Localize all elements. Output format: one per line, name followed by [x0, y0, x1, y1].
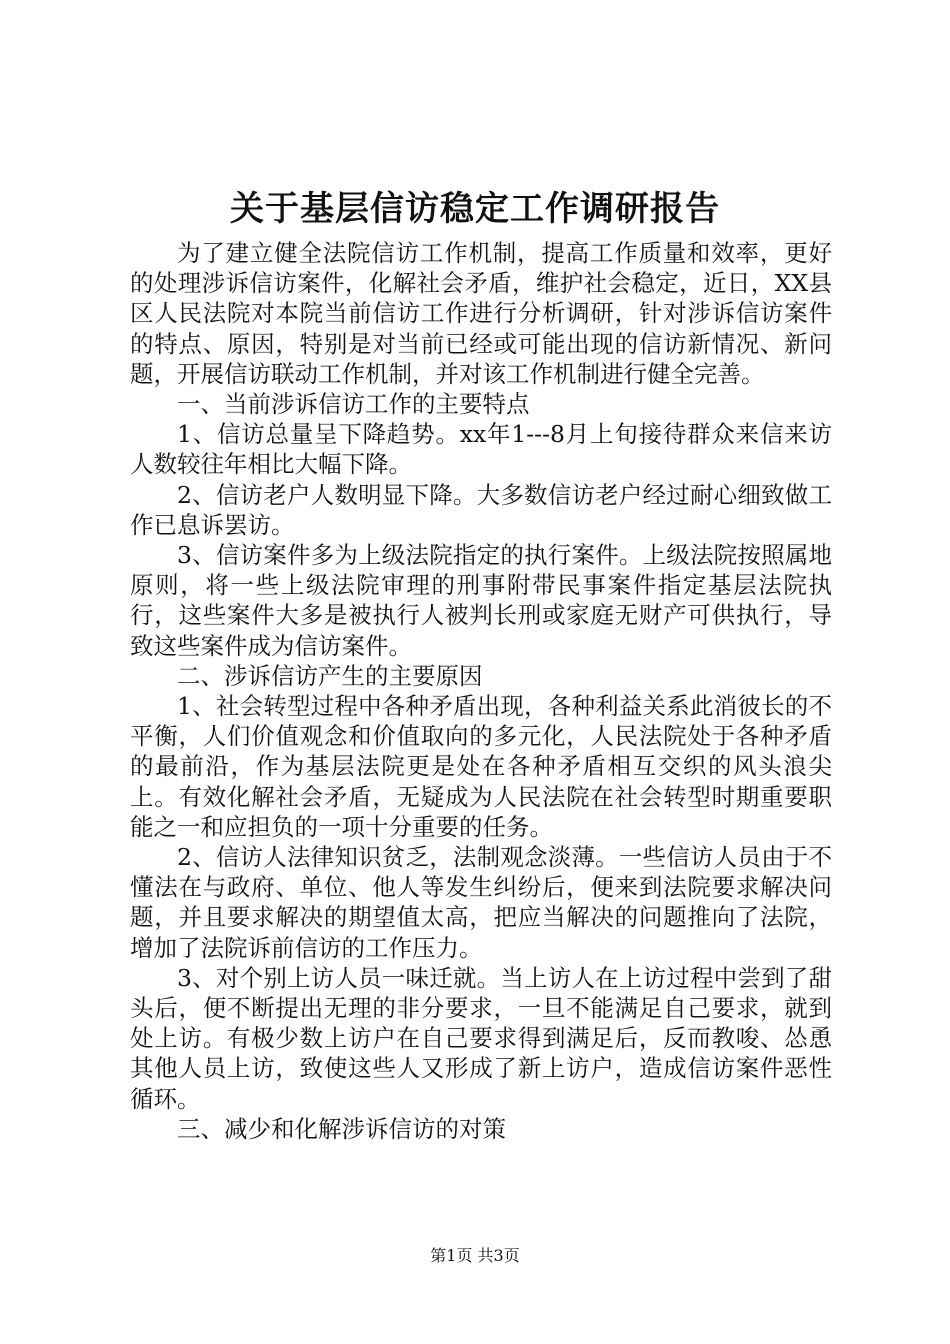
page-number: 第1页 共3页: [430, 1246, 520, 1265]
intro-paragraph: 为了建立健全法院信访工作机制，提高工作质量和效率，更好的处理涉诉信访案件，化解社会矛盾，维护社会稳定，近日，XX县区人民法院对本院当前信访工作进行分析调研，针对涉诉信访案件的特点、原因，特别是对当前已经或可能出现的信访新情况、新问题，开展信访联动工作机制，并对该工作机制进行健全完善。: [130, 239, 832, 388]
paragraph: 3、对个别上访人员一味迁就。当上访人在上访过程中尝到了甜头后，便不断提出无理的非分要求，一旦不能满足自己要求，就到处上访。有极少数上访户在自己要求得到满足后，反而教唆、怂恿其他人员上访，致使这些人又形成了新上访户，造成信访案件恶性循环。: [130, 963, 832, 1113]
paragraph: 1、社会转型过程中各种矛盾出现，各种利益关系此消彼长的不平衡，人们价值观念和价值取向的多元化，人民法院处于各种矛盾的最前沿，作为基层法院更是处在各种矛盾相互交织的风头浪尖上。有效化解社会矛盾，无疑成为人民法院在社会转型时期重要职能之一和应担负的一项十分重要的任务。: [130, 692, 832, 841]
paragraph: 2、信访人法律知识贫乏，法制观念淡薄。一些信访人员由于不懂法在与政府、单位、他人等发生纠纷后，便来到法院要求解决问题，并且要求解决的期望值太高，把应当解决的问题推向了法院，增加了法院诉前信访的工作压力。: [130, 843, 832, 962]
paragraph: 1、信访总量呈下降趋势。xx年1---8月上旬接待群众来信来访人数较往年相比大幅下降。: [130, 420, 832, 479]
paragraph: 2、信访老户人数明显下降。大多数信访老户经过耐心细致做工作已息诉罢访。: [130, 480, 832, 539]
document-title: 关于基层信访稳定工作调研报告: [230, 189, 720, 229]
paragraph: 3、信访案件多为上级法院指定的执行案件。上级法院按照属地原则，将一些上级法院审理的刑事附带民事案件指定基层法院执行，这些案件大多是被执行人被判长刑或家庭无财产可供执行，导致这些案件成为信访案件。: [130, 541, 832, 660]
section-heading-2: 二、涉诉信访产生的主要原因: [177, 661, 483, 690]
section-heading-3: 三、减少和化解涉诉信访的对策: [177, 1114, 506, 1143]
document-body: [130, 238, 832, 1144]
section-heading-1: 一、当前涉诉信访工作的主要特点: [177, 390, 530, 419]
